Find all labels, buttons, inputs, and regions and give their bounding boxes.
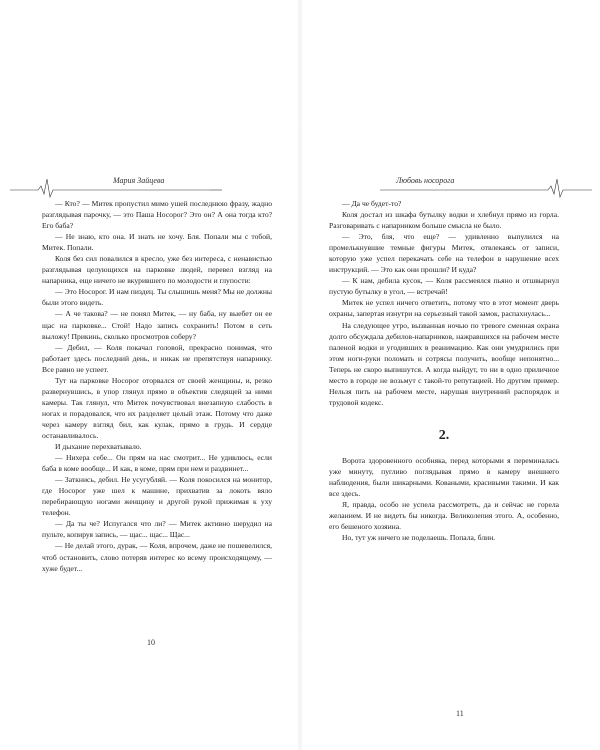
right-page	[300, 0, 600, 750]
paragraph: — Дебил, — Коля покачал головой, прекрасно понимая, что работает здесь последний день, и никак не препятствуя напарнику. Все равно не успеет.	[42, 342, 272, 374]
left-running-head	[10, 176, 292, 198]
paragraph: — Это, бля, что еще? — удивленно выпулился на промелькнувшие темные фигуры Митек, отвлекаясь от записи, которую уже успел перекачать себе на телефон в нарушение всех инструкций. — Это как они прошли? И куда?	[329, 232, 559, 275]
paragraph: Тут на парковке Носорог оторвался от своей женщины, и, резко развернувшись, в упор глянул прямо в объектив следящей за ними камеры. Так глянул, что Митек почувствовал внезапную слабость в ногах и порадовался, что их разделяет целый этаж. Потому что даже через камеру взгляд бил, как кулак, прямо в грудь. И сердце останавливалось.	[42, 375, 272, 440]
paragraph: — Это Носорог. И нам пиздец. Ты слышишь меня? Мы не должны были этого видеть.	[42, 287, 272, 308]
right-running-head	[310, 176, 592, 198]
paragraph: Я, правда, особо не успела рассмотреть, да и сейчас не горела желанием. И не видеть бы никогда. Великолепия этого. А, особенно, его бешеного хозяина.	[329, 500, 559, 532]
paragraph: — Не делай этого, дурак, — Коля, впрочем, даже не пошевелился, чтоб остановить, слово потеряв интерес ко всему происходящему, — хуже будет...	[42, 541, 272, 573]
paragraph: Коля без сил повалился в кресло, уже без интереса, с ненавистью разглядывая целующихся на парковке людей, перевел взгляд на напарника, еще ничего не вкурившего по молодости и глупости:	[42, 254, 272, 286]
paragraph: Коля достал из шкафа бутылку водки и хлебнул прямо из горла. Разговаривать с напарником больше смысла не было.	[329, 210, 559, 231]
paragraph: — Не знаю, кто она. И знать не хочу. Бля. Попали мы с тобой, Митек. Попали.	[42, 232, 272, 253]
paragraph: — Кто? — Митек пропустил мимо ушей последнюю фразу, жадно разглядывая парочку, — это Паша Носорог? Это он? А она тогда кто? Его баба?	[42, 199, 272, 231]
paragraph: Митек не успел ничего ответить, потому что в этот момент дверь охраны, запертая изнутри на серьезный такой замок, распахнулась...	[329, 298, 559, 319]
paragraph: — Да ты че? Испугался что ли? — Митек активно шерудил на пульте, копируя запись, — щас... щас... Щас...	[42, 519, 272, 540]
paragraph: И дыхание перехватывало.	[55, 442, 142, 452]
paragraph: — А че такова? — не понял Митек, — ну баба, ну выебет он ее щас на парковке... Стой! Надо запись сохранить! Потом в сеть выложу! Прикинь, сколько просмотров соберу?	[42, 309, 272, 341]
chapter-number: 2.	[438, 427, 450, 443]
paragraph: Ворота здоровенного особняка, перед которыми я переминалась уже минуту, пугливо поглядывая прямо в камеру внешнего наблюдения, были шикарными. Коваными, красивыми такими. И как все здесь.	[329, 455, 559, 499]
paragraph: — Да че будет-то?	[342, 199, 402, 208]
right-body-text	[329, 198, 559, 543]
left-body-text	[42, 198, 272, 574]
left-running-head-text: Мария Зайцева	[113, 176, 165, 185]
paragraph: — К нам, дебила кусок, — Коля рассмеялся пьяно и отшвырнул пустую бутылку в угол, — встречай!	[329, 276, 559, 297]
paragraph: На следующее утро, вызванная ночью по тревоге сменная охрана долго обсуждала дебилов-напарников, нажравшихся на рабочем месте паленой водки и угодивших в реанимацию. Как они умудрились при этом ноги-руки поломать и сотрясы получить, вообще непонятно... Теперь не скоро выпишутся. А когда выйдут, то ни в одно приличное место в городе не возьмут с такой-то репутацией. Но другим пример. Нельзя пить на рабочем месте, нарушая внутренний распорядок и трудовой кодекс.	[329, 320, 559, 407]
left-page-number: 10	[147, 638, 155, 647]
paragraph: — Заткнись, дебил. Не усугубляй. — Коля покосился на монитор, где Носорог уже шел к машине, прихватив за локоть вяло перебирающую ногами женщину и другой рукой прижимая к уху телефон.	[42, 475, 272, 518]
right-page-number: 11	[456, 709, 464, 718]
paragraph: — Нихера себе... Он прям на нас смотрит... Не удивлюсь, если баба в коме вообще... И как, в коме, прям при нем и раздвинет...	[42, 453, 272, 474]
right-running-head-text: Любовь носорога	[396, 176, 455, 185]
paragraph: Но, тут уж ничего не поделаешь. Попала, блин.	[342, 533, 496, 543]
